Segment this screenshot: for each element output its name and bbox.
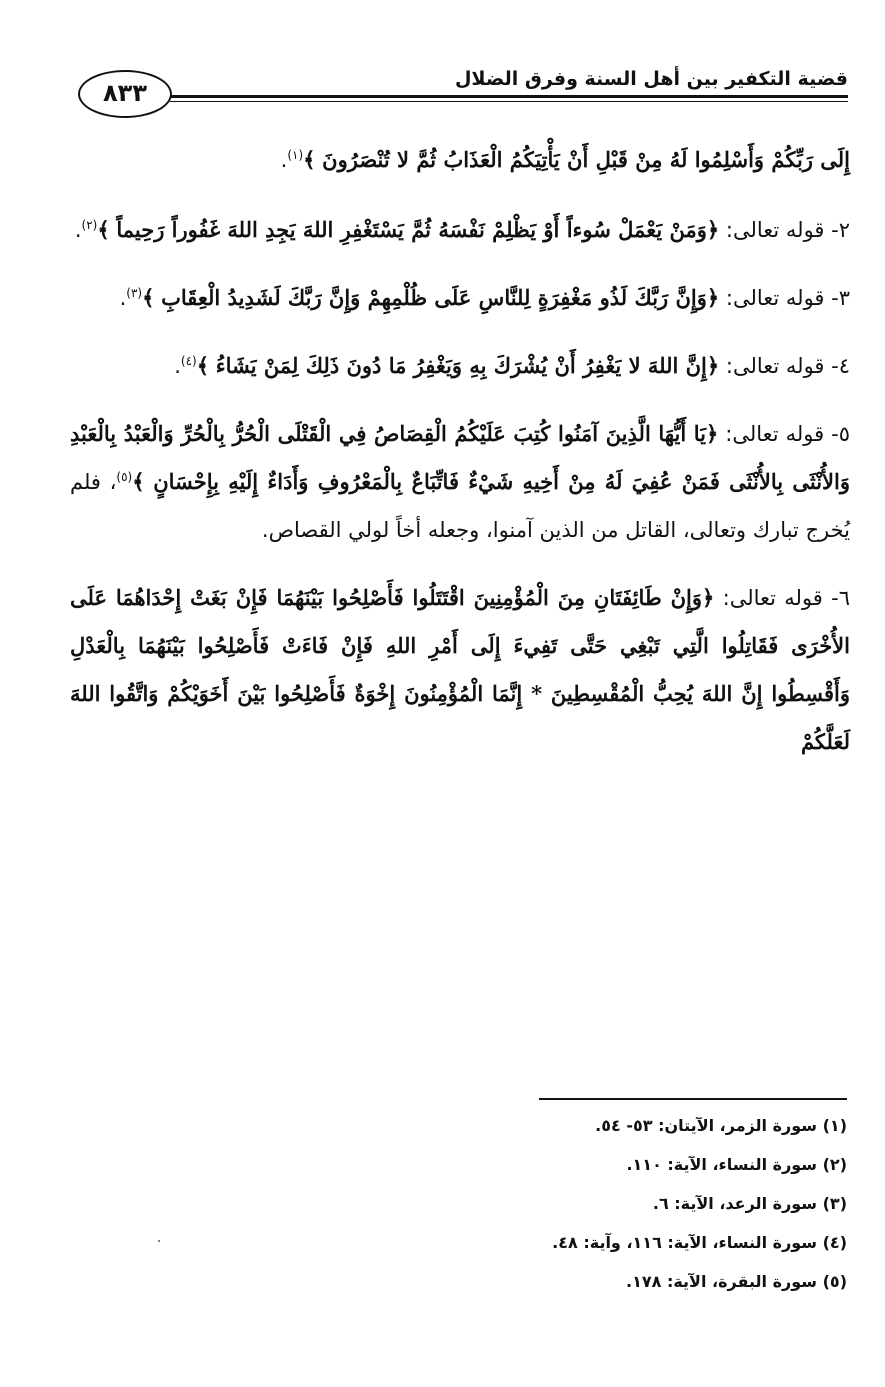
footnote-ref: (٤) [180, 354, 197, 368]
page-number: ٨٣٣ [78, 70, 172, 118]
header-title: قضية التكفير بين أهل السنة وفرق الضلال [454, 68, 848, 90]
footnote-ref: (٣) [126, 286, 143, 300]
quran-open-bracket: ﴿ [706, 217, 720, 242]
quran-close-bracket: ﴾ [132, 469, 145, 494]
verse-intro: ٥- قوله تعالى: [725, 422, 850, 446]
verse-intro: ٦- قوله تعالى: [722, 586, 851, 610]
quran-text: إِلَى رَبِّكُمْ وَأَسْلِمُوا لَهُ مِنْ قَبْلِ أَنْ يَأْتِيَكُمُ الْعَذَابُ ثُمَّ لا تُنْصَرُونَ [322, 147, 850, 172]
paragraph-tail: . [280, 148, 288, 172]
quran-close-bracket: ﴾ [196, 353, 210, 378]
print-speck [158, 1240, 160, 1242]
quran-close-bracket: ﴾ [303, 147, 316, 172]
quran-text: إِنَّ اللهَ لا يَغْفِرُ أَنْ يُشْرَكَ بِهِ وَيَغْفِرُ مَا دُونَ ذَلِكَ لِمَنْ يَشَاءُ [215, 353, 707, 378]
footnote-ref: (١) [287, 148, 304, 162]
paragraph-tail: . [74, 218, 82, 242]
quran-text: يَا أَيُّهَا الَّذِينَ آمَنُوا كُتِبَ عَلَيْكُمُ الْقِصَاصُ فِي الْقَتْلَى الْحُرُّ بِالْحُرِّ وَالْعَبْدُ بِالْعَبْدِ وَالأُنْثَى بِالأُنْثَى فَمَنْ عُفِيَ لَهُ مِنْ أَخِيهِ شَيْءٌ فَاتِّبَاعٌ بِالْمَعْرُوفِ وَأَدَاءٌ إِلَيْهِ بِإِحْسَانٍ [70, 421, 850, 494]
quran-open-bracket: ﴿ [706, 285, 720, 310]
paragraph-tail: ، فلم يُخرج تبارك وتعالى، القاتل من الذين آمنوا، وجعله أخاً لولي القصاص. [70, 470, 850, 542]
main-text [70, 136, 850, 786]
running-header [78, 66, 848, 126]
quran-text: وَمَنْ يَعْمَلْ سُوءاً أَوْ يَظْلِمْ نَفْسَهُ ثُمَّ يَسْتَغْفِرِ اللهَ يَجِدِ اللهَ غَفُوراً رَحِيماً [116, 217, 707, 242]
paragraph-6 [70, 574, 850, 766]
paragraph-1 [70, 136, 850, 184]
verse-intro: ٢- قوله تعالى: [725, 218, 850, 242]
quran-open-bracket: ﴿ [706, 353, 720, 378]
footnotes [347, 1106, 847, 1301]
paragraph-4 [70, 342, 850, 390]
verse-intro: ٤- قوله تعالى: [725, 354, 850, 378]
quran-open-bracket: ﴿ [702, 585, 715, 610]
paragraph-5 [70, 410, 850, 554]
footnote-ref: (٥) [116, 470, 133, 484]
paragraph-tail: . [174, 354, 181, 378]
footnote-3: (٣) سورة الرعد، الآية: ٦. [652, 1194, 847, 1213]
paragraph-tail: . [119, 286, 127, 310]
quran-text: وَإِنْ طَائِفَتَانِ مِنَ الْمُؤْمِنِينَ اقْتَتَلُوا فَأَصْلِحُوا بَيْنَهُمَا فَإِنْ بَغَتْ إِحْدَاهُمَا عَلَى الأُخْرَى فَقَاتِلُوا الَّتِي تَبْغِي حَتَّى تَفِيءَ إِلَى أَمْرِ اللهِ فَإِنْ فَاءَتْ فَأَصْلِحُوا بَيْنَهُمَا بِالْعَدْلِ وَأَقْسِطُوا إِنَّ اللهَ يُحِبُّ الْمُقْسِطِينَ * إِنَّمَا الْمُؤْمِنُونَ إِخْوَةٌ فَأَصْلِحُوا بَيْنَ أَخَوَيْكُمْ وَاتَّقُوا اللهَ لَعَلَّكُمْ [70, 585, 850, 754]
quran-close-bracket: ﴾ [97, 217, 110, 242]
footnote-ref: (٢) [81, 218, 98, 232]
paragraph-2 [70, 206, 850, 254]
paragraph-3 [70, 274, 850, 322]
quran-close-bracket: ﴾ [142, 285, 155, 310]
header-rule [170, 95, 848, 98]
quran-open-bracket: ﴿ [706, 421, 719, 446]
footnote-5: (٥) سورة البقرة، الآية: ١٧٨. [626, 1272, 847, 1291]
quran-text: وَإِنَّ رَبَّكَ لَذُو مَغْفِرَةٍ لِلنَّاسِ عَلَى ظُلْمِهِمْ وَإِنَّ رَبَّكَ لَشَدِيدُ الْعِقَابِ [161, 285, 707, 310]
footnote-separator [539, 1098, 847, 1100]
footnote-1: (١) سورة الزمر، الآيتان: ٥٣- ٥٤. [595, 1116, 847, 1135]
footnote-4: (٤) سورة النساء، الآية: ١١٦، وآية: ٤٨. [552, 1233, 847, 1252]
header-rule-thin [170, 101, 848, 102]
verse-intro: ٣- قوله تعالى: [725, 286, 850, 310]
footnote-2: (٢) سورة النساء، الآية: ١١٠. [626, 1155, 847, 1174]
